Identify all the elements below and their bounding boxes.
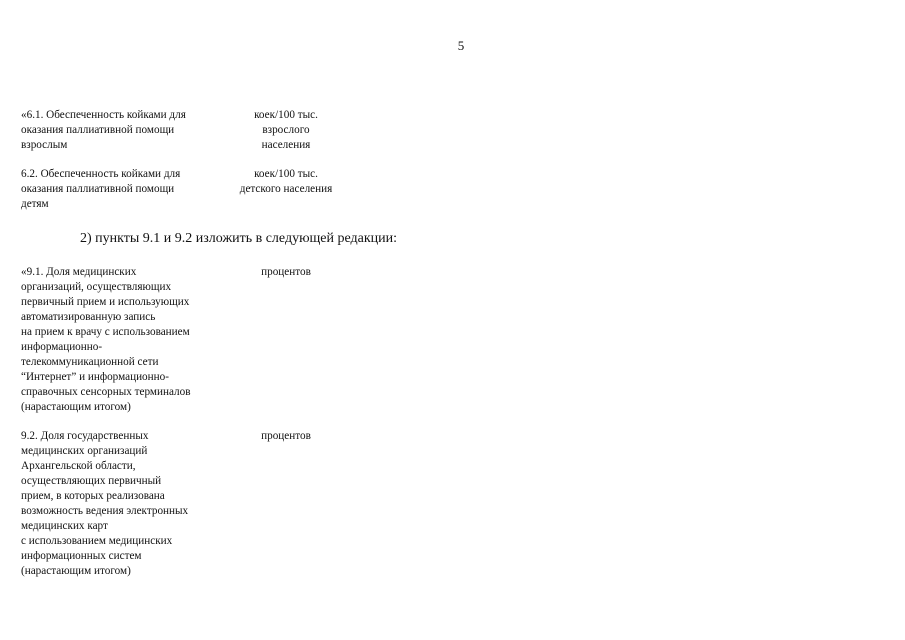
instruction-text: 2) пункты 9.1 и 9.2 изложить в следующей редакции: bbox=[80, 231, 398, 246]
unit-of-measure: процентов bbox=[261, 430, 311, 442]
unit-of-measure: коек/100 тыс. взрослого населения bbox=[254, 109, 318, 151]
indicator-description: «6.1. Обеспеченность койками для оказания паллиативной помощи взрослым bbox=[21, 109, 186, 151]
indicator-description: «9.1. Доля медицинских организаций, осуществляющих первичный прием и использующих автоматизированную запись на прием к врачу с использованием информационно- телекоммуникационной сети “Интернет” и информационно- справочных сенсорных терминалов (нарастающим итогом) bbox=[21, 266, 191, 413]
unit-of-measure: коек/100 тыс. детского населения bbox=[239, 168, 333, 195]
unit-of-measure: процентов bbox=[261, 266, 311, 278]
page-number: 5 bbox=[457, 38, 465, 53]
indicator-description: 9.2. Доля государственных медицинских организаций Архангельской области, осуществляющих первичный прием, в которых реализована возможность ведения электронных медицинских карт с использованием медицинских информационных систем (нарастающим итогом) bbox=[21, 430, 189, 577]
indicator-description: 6.2. Обеспеченность койками для оказания паллиативной помощи детям bbox=[21, 168, 181, 210]
